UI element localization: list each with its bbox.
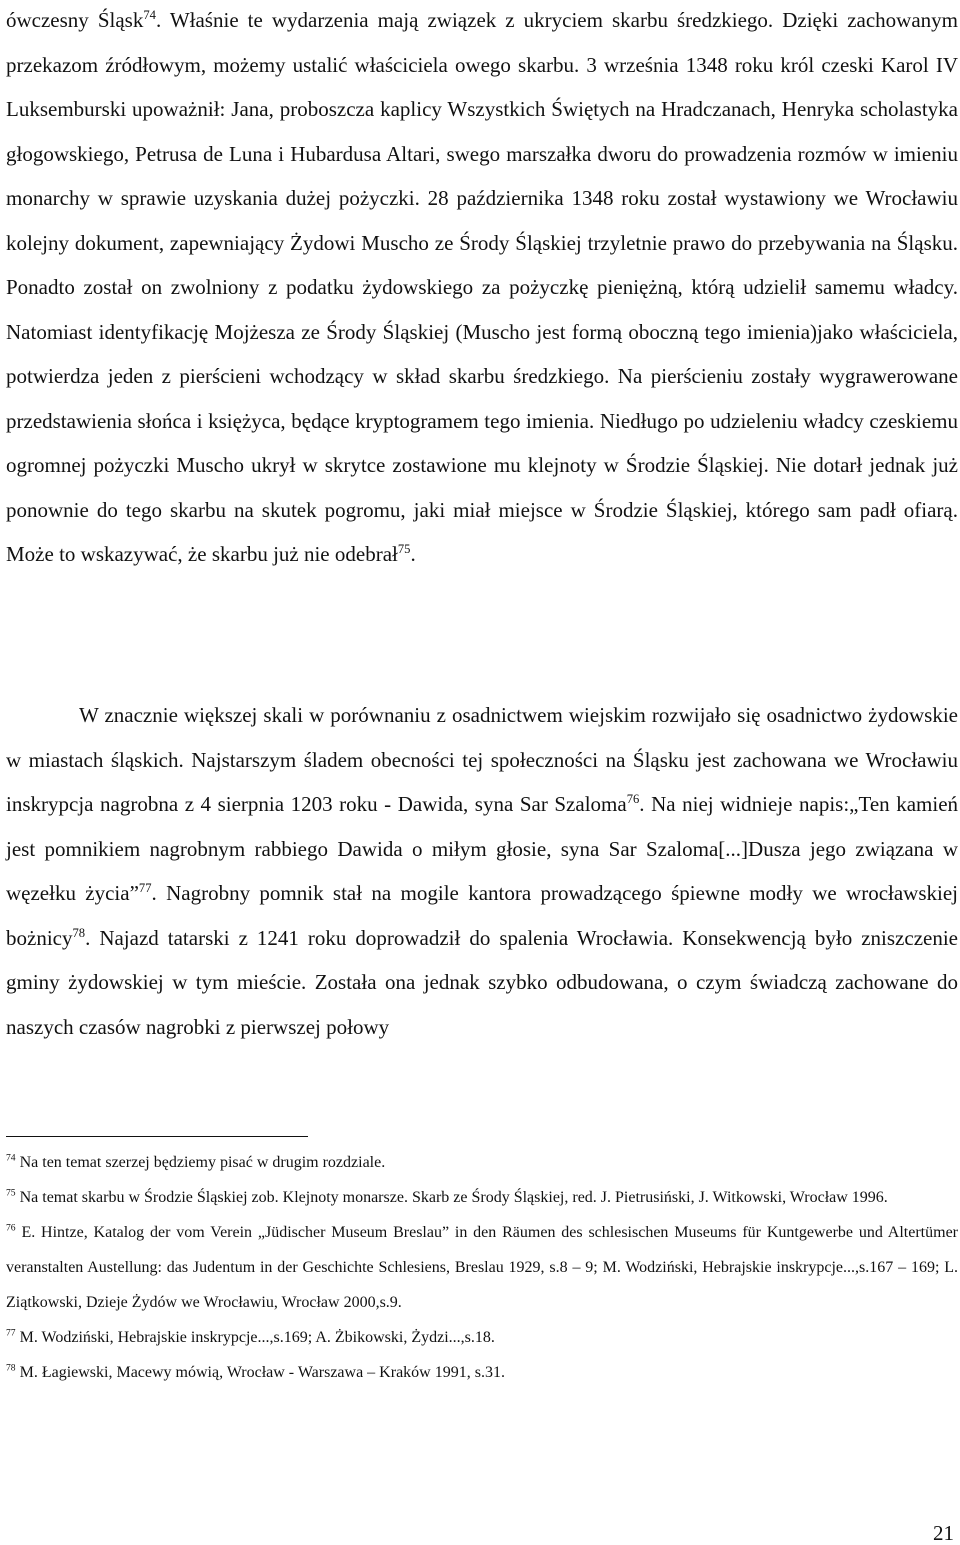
footnote-number: 74 [6,1152,16,1164]
footnote-number: 76 [6,1222,16,1234]
footnote-ref-75[interactable]: 75 [397,542,411,556]
body-paragraph-2 [6,693,958,1049]
footnote-76 [6,1215,958,1320]
footnote-74 [6,1145,958,1180]
paragraph-text: . [410,542,416,566]
body-paragraph-1 [6,0,958,577]
footnote-ref-74[interactable]: 74 [143,8,156,22]
footnote-ref-77[interactable]: 77 [138,881,152,895]
page-number: 21 [933,1521,954,1545]
paragraph-text: ówczesny Śląsk [6,8,144,32]
footnote-77 [6,1320,958,1355]
paragraph-text: . Nagrobny pomnik stał na mogile kantora prowadzącego śpiewne modły we wrocławskiej bożnicy [6,881,958,950]
paragraph-text: . Najazd tatarski z 1241 roku doprowadził do spalenia Wrocławia. Konsekwencją było zniszczenie gminy żydowskiej w tym mieście. Została ona jednak szybko odbudowana, o czym świadczą zachowane do naszych czasów nagrobki z pierwszej połowy [6,925,958,1039]
footnote-text: M. Wodziński, Hebrajskie inskrypcje...,s.169; A. Żbikowski, Żydzi...,s.18. [19,1329,495,1346]
footnotes-section [6,1145,958,1390]
footnote-ref-78[interactable]: 78 [72,925,86,940]
footnote-ref-76[interactable]: 76 [626,792,640,806]
footnote-number: 78 [6,1362,16,1374]
footnote-text: E. Hintze, Katalog der vom Verein „Jüdischer Museum Breslau” in den Räumen des schlesischen Museums für Kuntgewerbe und Altertümer veranstalten Austellung: das Judentum in der Geschichte Schlesiens, Breslau 1929, s.8 – 9; M. Wodziński, Hebrajskie inskrypcje...,s.167 – 169; L. Ziątkowski, Dzieje Żydów we Wrocławiu, Wrocław 2000,s.9. [6,1224,958,1311]
paragraph-text: . Właśnie te wydarzenia mają związek z ukryciem skarbu średzkiego. Dzięki zachowanym przekazom źródłowym, możemy ustalić właściciela owego skarbu. 3 września 1348 roku król czeski Karol IV Luksemburski upoważnił: Jana, proboszcza kaplicy Wszystkich Świętych na Hradczanach, Henryka scholastyka głogowskiego, Petrusa de Luna i Hubardusa Altari, swego marszałka dworu do prowadzenia rozmów w imieniu monarchy w sprawie uzyskania dużej pożyczki. 28 października 1348 roku został wystawiony we Wrocławiu kolejny dokument, zapewniający Żydowi Muscho ze Środy Śląskiej trzyletnie prawo do przebywania na Śląsku. Ponadto został on zwolniony z podatku żydowskiego za pożyczkę pieniężną, którą udzielił samemu władcy. Natomiast identyfikację Mojżesza ze Środy Śląskiej (Muscho jest formą oboczną tego imienia)jako właściciela, potwierdza jeden z pierścieni wchodzący w skład skarbu średzkiego. Na pierścieniu zostały wygrawerowane przedstawienia słońca i księżyca, będące kryptogramem tego imienia. Niedługo po udzieleniu władcy czeskiemu ogromnej pożyczki Muscho ukrył w skrytce zostawione mu klejnoty w Środzie Śląskiej. Nie dotarł jednak już ponownie do tego skarbu na skutek pogromu, jaki miał miejsce w Środzie Śląskiej, którego sam padł ofiarą. Może to wskazywać, że skarbu już nie odebrał [6,8,958,566]
footnote-number: 75 [6,1187,16,1199]
paragraph-text: . Na niej widnieje napis:„Ten kamień jest pomnikiem nagrobnym rabbiego Dawida o miłym głosie, syna Sar Szaloma[...]Dusza jego związana w węzełku życia” [6,792,959,905]
footnote-text: Na temat skarbu w Środzie Śląskiej zob. Klejnoty monarsze. Skarb ze Środy Śląskiej, red. J. Pietrusiński, J. Witkowski, Wrocław 1996. [19,1189,888,1206]
footnote-number: 77 [6,1327,16,1339]
footnote-75 [6,1180,958,1215]
footnote-78 [6,1355,958,1390]
footnote-separator [6,1136,308,1137]
paragraph-text: W znacznie większej skali w porównaniu z osadnictwem wiejskim rozwijało się osadnictwo żydowskie w miastach śląskich. Najstarszym śladem obecności tej społeczności na Śląsku jest zachowana we Wrocławiu inskrypcja nagrobna z 4 sierpnia 1203 roku - Dawida, syna Sar Szaloma [6,703,958,816]
footnote-text: Na ten temat szerzej będziemy pisać w drugim rozdziale. [19,1154,386,1171]
footnote-text: M. Łagiewski, Macewy mówią, Wrocław - Warszawa – Kraków 1991, s.31. [19,1364,505,1381]
